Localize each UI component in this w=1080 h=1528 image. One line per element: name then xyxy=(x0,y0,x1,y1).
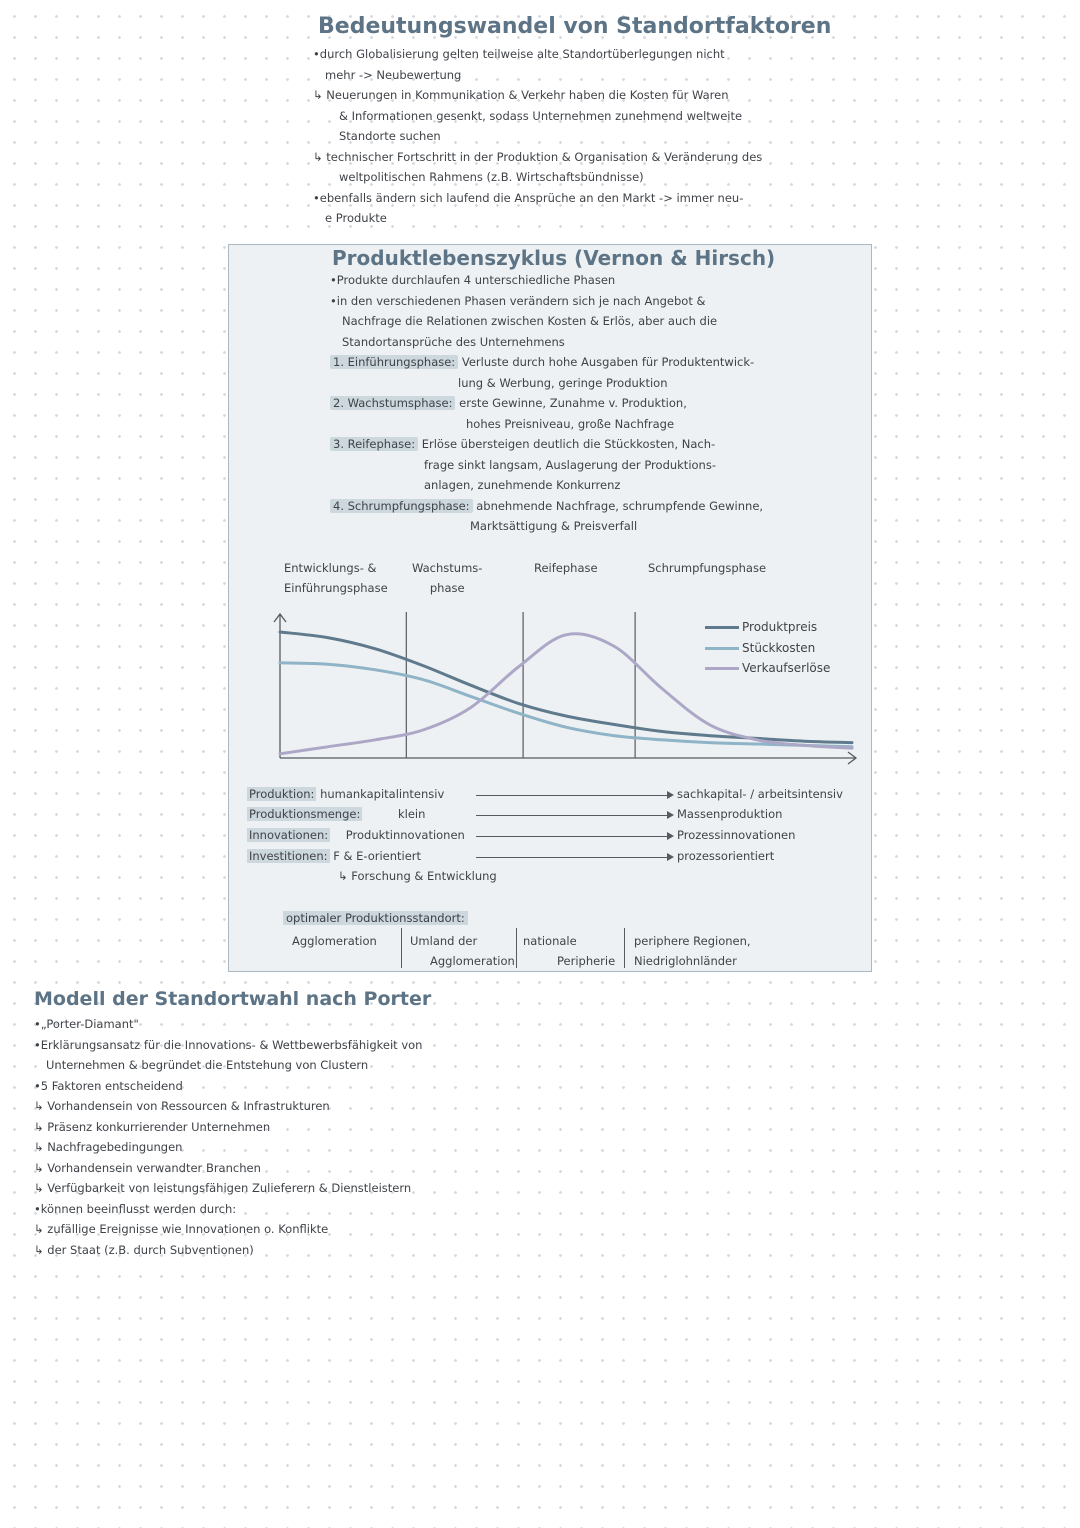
row-key: Investitionen: xyxy=(249,849,328,863)
phase-header-line: Reifephase xyxy=(534,561,598,575)
location-line: Umland der xyxy=(410,934,478,948)
location-line: periphere Regionen, xyxy=(634,934,751,948)
text-line: ↳ technischer Fortschritt in der Produktion & Organisation & Veränderung des xyxy=(313,149,763,164)
text-line: •ebenfalls ändern sich laufend die Ansprüche an den Markt -> immer neu- xyxy=(313,190,744,205)
legend-swatch xyxy=(705,667,739,671)
location-line: Peripherie xyxy=(557,954,616,968)
phase-label-4: 4. Schrumpfungsphase: xyxy=(330,499,473,513)
location-separator xyxy=(516,928,517,968)
phase-label-1: 1. Einführungsphase: xyxy=(330,355,458,369)
text-line: ↳ der Staat (z.B. durch Subventionen) xyxy=(34,1242,254,1257)
phase-header-2 xyxy=(412,558,482,598)
legend-item-stueckkosten xyxy=(705,641,815,655)
row-left: humankapitalintensiv xyxy=(320,787,445,801)
arrow-line xyxy=(476,795,672,796)
text-line: •in den verschiedenen Phasen verändern sich je nach Angebot & xyxy=(330,293,706,308)
phase-text: anlagen, zunehmende Konkurrenz xyxy=(424,478,621,492)
row-key: Produktionsmenge: xyxy=(249,807,361,821)
location-separator xyxy=(401,928,402,968)
row-produktionsmenge xyxy=(247,807,425,821)
location-separator xyxy=(624,928,625,968)
text-line: Unternehmen & begründet die Entstehung von Clustern xyxy=(46,1058,369,1072)
text-line: ↳ Vorhandensein von Ressourcen & Infrastrukturen xyxy=(34,1099,330,1113)
section-body-standortfaktoren xyxy=(313,44,762,229)
arrow-line xyxy=(476,857,672,858)
text-line: ↳ Vorhandensein verwandter Branchen xyxy=(34,1160,261,1175)
phase-header-3 xyxy=(534,558,598,578)
legend-item-verkaufserloese xyxy=(705,661,830,675)
optimal-location-label: optimaler Produktionsstandort: xyxy=(283,911,468,925)
location-line: nationale xyxy=(523,934,577,948)
phase-header-line: phase xyxy=(429,581,465,595)
text-line: •Produkte durchlaufen 4 unterschiedliche Phasen xyxy=(330,273,616,287)
location-agglomeration xyxy=(292,931,377,951)
phase-text: Erlöse übersteigen deutlich die Stückkosten, Nach- xyxy=(421,437,716,451)
phase-label-3: 3. Reifephase: xyxy=(330,437,418,451)
row-right: sachkapital- / arbeitsintensiv xyxy=(677,787,843,801)
section-title-produktlebenszyklus: Produktlebenszyklus (Vernon & Hirsch) xyxy=(332,246,776,270)
phase-text: abnehmende Nachfrage, schrumpfende Gewinne, xyxy=(476,498,764,513)
text-line: •Erklärungsansatz für die Innovations- & Wettbewerbsfähigkeit von xyxy=(34,1037,423,1052)
location-line: Niedriglohnländer xyxy=(634,954,737,968)
phase-header-4 xyxy=(648,558,766,578)
text-line: •durch Globalisierung gelten teilweise alte Standortüberlegungen nicht xyxy=(313,47,725,61)
phase-text: hohes Preisniveau, große Nachfrage xyxy=(466,416,675,431)
phase-text: Marktsättigung & Preisverfall xyxy=(470,519,638,533)
row-key: Produktion: xyxy=(249,787,315,801)
text-line: Standortansprüche des Unternehmens xyxy=(342,334,565,349)
phase-header-line: Wachstums- xyxy=(412,561,483,575)
text-line: Nachfrage die Relationen zwischen Kosten & Erlös, aber auch die xyxy=(342,314,718,328)
section-title-standortfaktoren: Bedeutungswandel von Standortfaktoren xyxy=(318,14,832,39)
text-line: ↳ zufällige Ereignisse wie Innovationen o. Konflikte xyxy=(34,1222,329,1236)
row-left: Produktinnovationen xyxy=(345,828,465,842)
location-umland xyxy=(410,931,515,971)
row-left: F & E-orientiert xyxy=(333,849,422,863)
arrow-line xyxy=(476,815,672,816)
section-title-porter: Modell der Standortwahl nach Porter xyxy=(34,988,432,1010)
legend-swatch xyxy=(705,647,739,651)
legend-label: Verkaufserlöse xyxy=(742,661,831,675)
text-line: ↳ Nachfragebedingungen xyxy=(34,1140,183,1154)
row-innovationen xyxy=(247,828,465,842)
row-right: Prozessinnovationen xyxy=(677,828,796,842)
text-line: & Informationen gesenkt, sodass Unternehmen zunehmend weltweite xyxy=(339,108,743,123)
phase-header-line: Entwicklungs- & xyxy=(284,561,377,575)
arrow-line xyxy=(476,836,672,837)
phase-header-1 xyxy=(284,558,388,598)
phase-text: lung & Werbung, geringe Produktion xyxy=(458,375,668,390)
text-line: mehr -> Neubewertung xyxy=(325,67,462,82)
text-line: ↳ Präsenz konkurrierender Unternehmen xyxy=(34,1119,271,1134)
text-line: ↳ Verfügbarkeit von leistungsfähigen Zulieferern & Dienstleistern xyxy=(34,1181,412,1195)
location-line: Agglomeration xyxy=(430,954,515,968)
legend-label: Produktpreis xyxy=(742,620,818,634)
row-right: prozessorientiert xyxy=(677,849,775,863)
location-line: Agglomeration xyxy=(292,934,377,948)
section-body-produktlebenszyklus xyxy=(330,270,763,537)
series-line-stückkosten xyxy=(280,663,852,747)
rd-note: ↳ Forschung & Entwicklung xyxy=(338,869,497,883)
text-line: •5 Faktoren entscheidend xyxy=(34,1078,183,1093)
text-line: e Produkte xyxy=(325,211,387,225)
phase-header-line: Einführungsphase xyxy=(284,581,388,595)
phase-text: Verluste durch hohe Ausgaben für Produktentwick- xyxy=(461,355,755,369)
phase-header-line: Schrumpfungsphase xyxy=(648,561,767,575)
text-line: ↳ Neuerungen in Kommunikation & Verkehr haben die Kosten für Waren xyxy=(313,88,729,102)
legend-swatch xyxy=(705,626,739,630)
row-key: Innovationen: xyxy=(249,828,329,842)
phase-text: erste Gewinne, Zunahme v. Produktion, xyxy=(459,396,687,410)
row-left: klein xyxy=(397,807,426,821)
row-investitionen xyxy=(247,849,421,863)
row-produktion xyxy=(247,787,444,801)
text-line: •„Porter-Diamant" xyxy=(34,1017,139,1031)
legend-item-produktpreis xyxy=(705,620,817,634)
location-periphere-regionen xyxy=(634,931,751,971)
phase-text: frage sinkt langsam, Auslagerung der Produktions- xyxy=(424,457,716,472)
phase-label-2: 2. Wachstumsphase: xyxy=(330,396,455,410)
row-right: Massenproduktion xyxy=(677,807,783,821)
text-line: •können beeinflusst werden durch: xyxy=(34,1201,237,1216)
legend-label: Stückkosten xyxy=(742,641,816,655)
text-line: Standorte suchen xyxy=(339,129,441,143)
section-body-porter xyxy=(34,1014,422,1260)
location-nationale-peripherie xyxy=(523,931,615,971)
text-line: weltpolitischen Rahmens (z.B. Wirtschaftsbündnisse) xyxy=(339,170,644,184)
